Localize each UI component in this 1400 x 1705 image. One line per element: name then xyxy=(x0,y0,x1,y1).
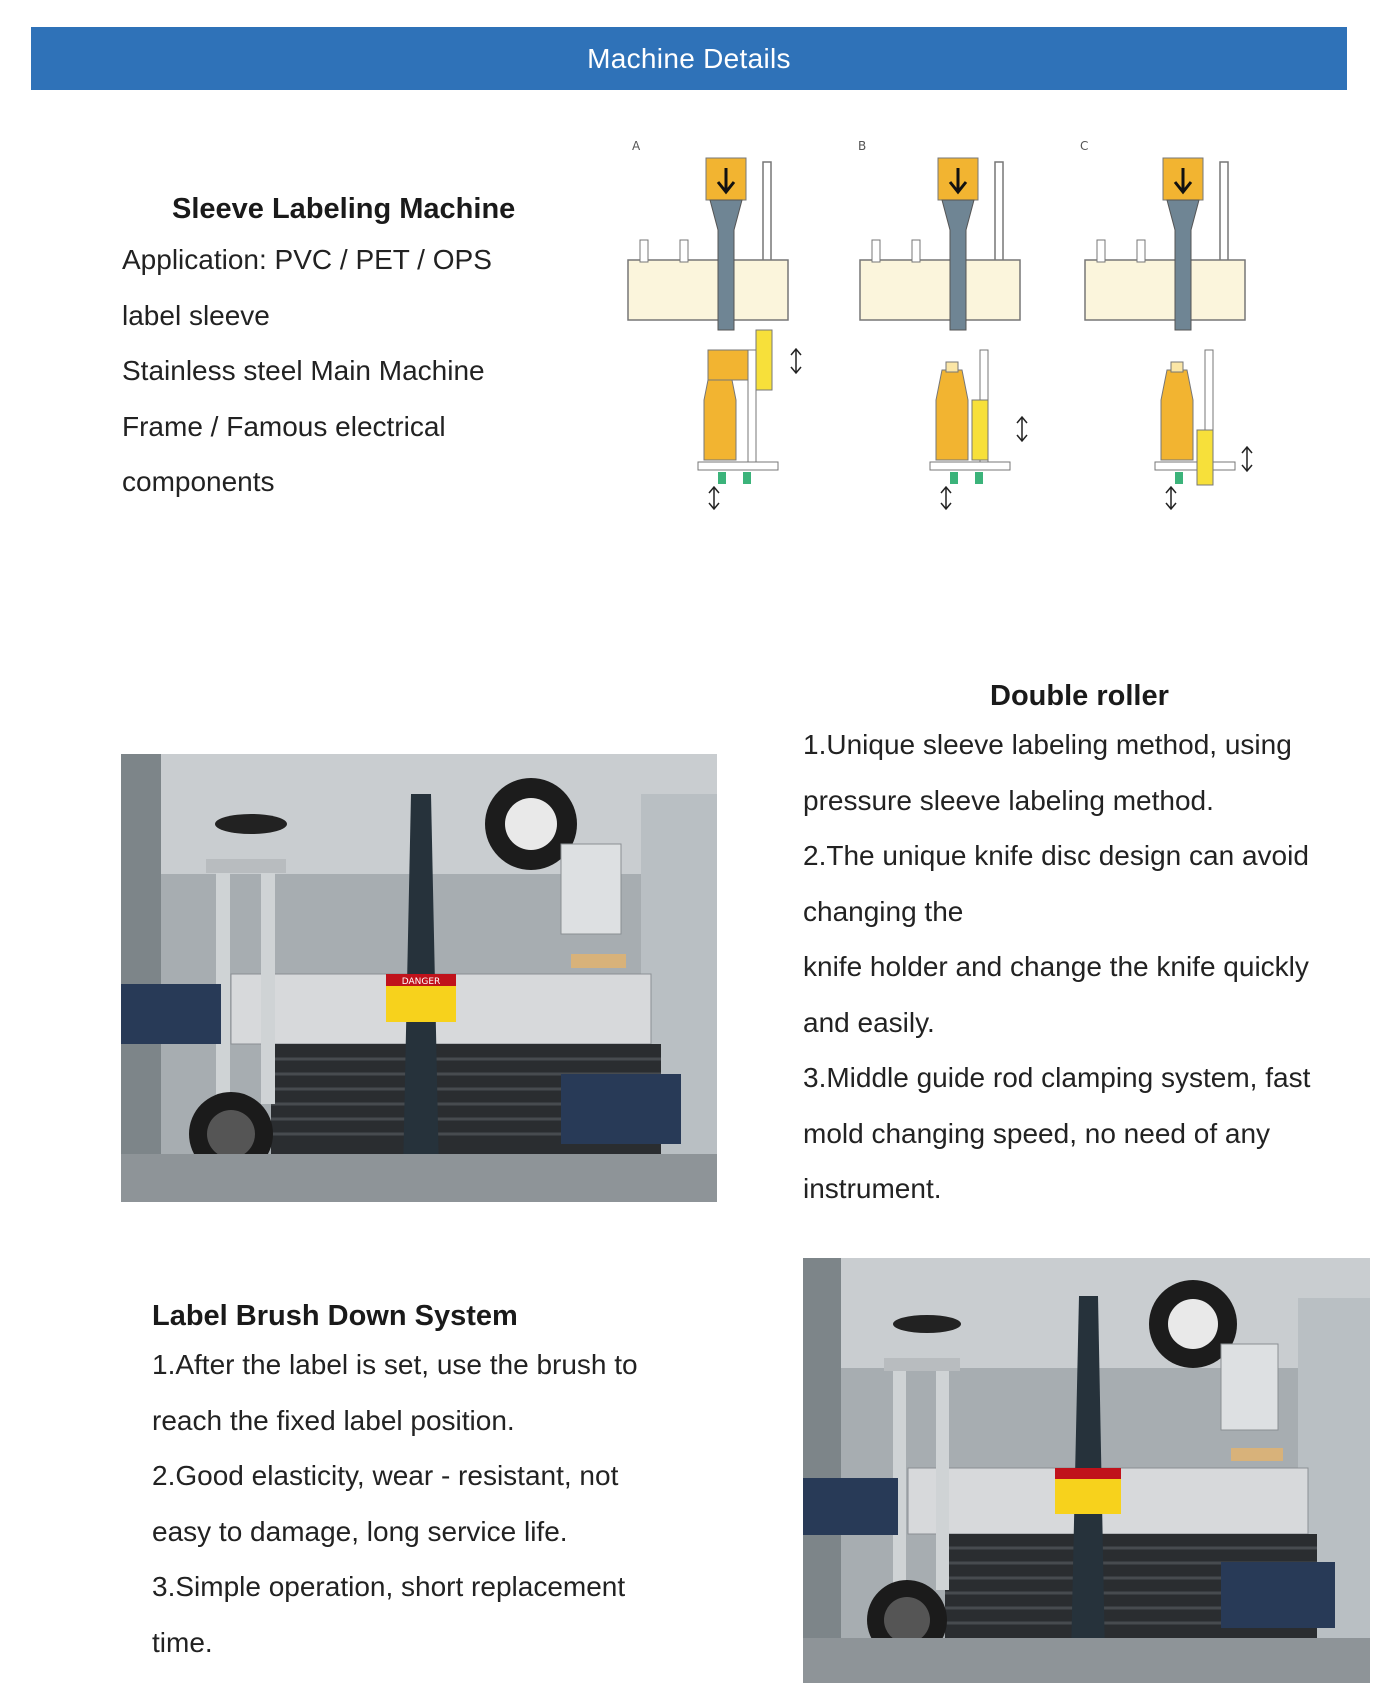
diagram-stage-b xyxy=(860,158,1027,509)
text-line: Stainless steel Main Machine xyxy=(122,355,485,386)
text-line: 1.After the label is set, use the brush to xyxy=(152,1349,638,1380)
label-brush-photo xyxy=(803,1258,1370,1683)
sleeve-labeling-text xyxy=(122,193,515,510)
diagram-label-c: C xyxy=(1080,139,1089,153)
text-line: components xyxy=(122,466,275,497)
label-brush-text xyxy=(152,1300,638,1670)
text-line: Frame / Famous electrical xyxy=(122,410,446,442)
text-line: and easily. xyxy=(803,1006,935,1038)
text-line: time. xyxy=(152,1626,213,1658)
sleeve-labeling-description xyxy=(122,232,515,510)
diagram-stage-a xyxy=(628,158,801,509)
double-roller-text xyxy=(803,680,1310,1217)
text-line: easy to damage, long service life. xyxy=(152,1515,568,1547)
text-line: label sleeve xyxy=(122,299,270,331)
text-line: pressure sleeve labeling method. xyxy=(803,784,1214,816)
text-line: changing the xyxy=(803,895,964,927)
sleeve-labeling-heading: Sleeve Labeling Machine xyxy=(172,193,516,225)
text-line: 3.Simple operation, short replacement xyxy=(152,1571,626,1602)
section-banner xyxy=(31,27,1347,90)
diagram-label-a: A xyxy=(632,139,641,153)
diagram-stage-c xyxy=(1085,158,1252,509)
label-brush-description xyxy=(152,1337,638,1670)
danger-sign-label: DANGER xyxy=(401,977,441,987)
text-line: 2.The unique knife disc design can avoid xyxy=(803,840,1309,871)
text-line: instrument. xyxy=(803,1173,942,1204)
text-line: Application: PVC / PET / OPS xyxy=(122,244,492,275)
text-line: knife holder and change the knife quickly xyxy=(803,951,1309,982)
text-line: 3.Middle guide rod clamping system, fast xyxy=(803,1062,1311,1093)
label-brush-heading: Label Brush Down System xyxy=(152,1300,518,1332)
text-line: reach the fixed label position. xyxy=(152,1404,515,1436)
double-roller-photo xyxy=(121,754,717,1202)
double-roller-heading: Double roller xyxy=(990,680,1169,712)
sleeve-process-diagram xyxy=(632,139,1320,570)
text-line: 1.Unique sleeve labeling method, using xyxy=(803,729,1292,760)
banner-title: Machine Details xyxy=(587,42,791,74)
diagram-label-b: B xyxy=(858,139,867,153)
text-line: mold changing speed, no need of any xyxy=(803,1117,1271,1149)
double-roller-description xyxy=(803,717,1310,1217)
text-line: 2.Good elasticity, wear - resistant, not xyxy=(152,1460,619,1491)
